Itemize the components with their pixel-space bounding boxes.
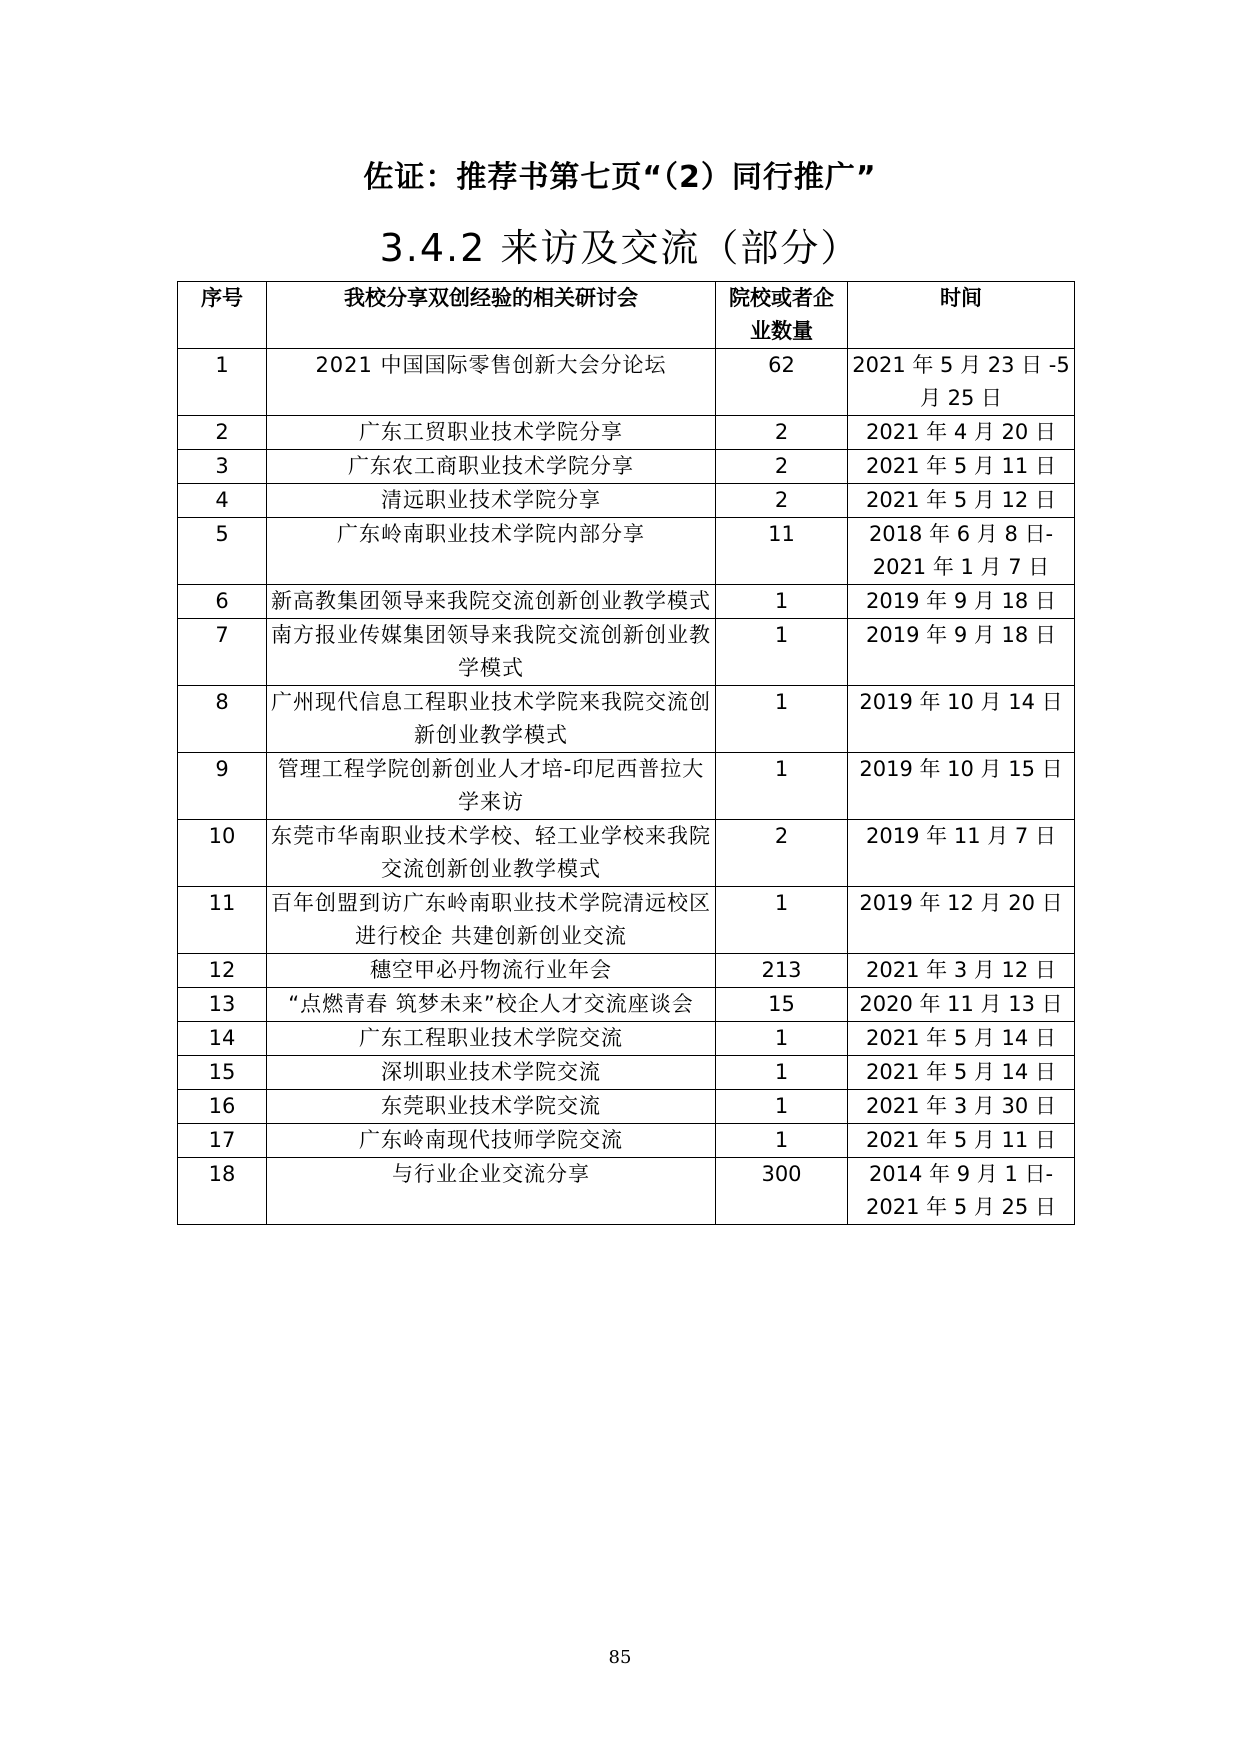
table-row bbox=[178, 1090, 1075, 1124]
row-time: 2019 年 9 月 18 日 bbox=[848, 619, 1075, 686]
row-event: 管理工程学院创新创业人才培-印尼西普拉大学来访 bbox=[267, 753, 716, 820]
row-index: 7 bbox=[178, 619, 267, 686]
row-index: 4 bbox=[178, 484, 267, 518]
row-event: 与行业企业交流分享 bbox=[267, 1158, 716, 1225]
row-index: 16 bbox=[178, 1090, 267, 1124]
row-time: 2019 年 11 月 7 日 bbox=[848, 820, 1075, 887]
row-count: 1 bbox=[716, 753, 848, 820]
page-number: 85 bbox=[608, 1647, 632, 1668]
row-count: 1 bbox=[716, 887, 848, 954]
table-row bbox=[178, 753, 1075, 820]
table-row bbox=[178, 450, 1075, 484]
row-event: 新高教集团领导来我院交流创新创业教学模式 bbox=[267, 585, 716, 619]
row-index: 14 bbox=[178, 1022, 267, 1056]
table-row bbox=[178, 518, 1075, 585]
row-event: 2021 中国国际零售创新大会分论坛 bbox=[267, 349, 716, 416]
row-count: 1 bbox=[716, 686, 848, 753]
row-time: 2021 年 5 月 14 日 bbox=[848, 1022, 1075, 1056]
row-count: 15 bbox=[716, 988, 848, 1022]
row-index: 1 bbox=[178, 349, 267, 416]
row-event: 广东岭南现代技师学院交流 bbox=[267, 1124, 716, 1158]
row-count: 62 bbox=[716, 349, 848, 416]
row-time: 2018 年 6 月 8 日- 2021 年 1 月 7 日 bbox=[848, 518, 1075, 585]
header-time: 时间 bbox=[848, 282, 1075, 349]
row-time: 2021 年 5 月 11 日 bbox=[848, 450, 1075, 484]
row-event: 广东农工商职业技术学院分享 bbox=[267, 450, 716, 484]
table-row bbox=[178, 416, 1075, 450]
row-count: 213 bbox=[716, 954, 848, 988]
row-count: 2 bbox=[716, 484, 848, 518]
row-index: 2 bbox=[178, 416, 267, 450]
row-count: 1 bbox=[716, 585, 848, 619]
table-row bbox=[178, 988, 1075, 1022]
row-count: 300 bbox=[716, 1158, 848, 1225]
row-time: 2021 年 5 月 11 日 bbox=[848, 1124, 1075, 1158]
row-count: 2 bbox=[716, 416, 848, 450]
table-row bbox=[178, 619, 1075, 686]
exchange-record-table bbox=[177, 281, 1075, 1225]
row-time: 2021 年 5 月 23 日 -5 月 25 日 bbox=[848, 349, 1075, 416]
table-row bbox=[178, 887, 1075, 954]
row-count: 11 bbox=[716, 518, 848, 585]
table-row bbox=[178, 1022, 1075, 1056]
row-time: 2021 年 4 月 20 日 bbox=[848, 416, 1075, 450]
row-time: 2021 年 3 月 30 日 bbox=[848, 1090, 1075, 1124]
row-event: 广东岭南职业技术学院内部分享 bbox=[267, 518, 716, 585]
row-event: 南方报业传媒集团领导来我院交流创新创业教学模式 bbox=[267, 619, 716, 686]
row-event: 百年创盟到访广东岭南职业技术学院清远校区进行校企 共建创新创业交流 bbox=[267, 887, 716, 954]
row-count: 1 bbox=[716, 1022, 848, 1056]
row-count: 1 bbox=[716, 619, 848, 686]
row-index: 5 bbox=[178, 518, 267, 585]
row-event: 深圳职业技术学院交流 bbox=[267, 1056, 716, 1090]
row-event: 东莞职业技术学院交流 bbox=[267, 1090, 716, 1124]
table-row bbox=[178, 1158, 1075, 1225]
row-time: 2014 年 9 月 1 日- 2021 年 5 月 25 日 bbox=[848, 1158, 1075, 1225]
header-event: 我校分享双创经验的相关研讨会 bbox=[267, 282, 716, 349]
row-time: 2019 年 10 月 15 日 bbox=[848, 753, 1075, 820]
row-index: 11 bbox=[178, 887, 267, 954]
table-row bbox=[178, 1124, 1075, 1158]
header-index: 序号 bbox=[178, 282, 267, 349]
table-row bbox=[178, 820, 1075, 887]
row-index: 13 bbox=[178, 988, 267, 1022]
row-index: 17 bbox=[178, 1124, 267, 1158]
row-event: 广州现代信息工程职业技术学院来我院交流创新创业教学模式 bbox=[267, 686, 716, 753]
row-event: 穗空甲必丹物流行业年会 bbox=[267, 954, 716, 988]
row-index: 9 bbox=[178, 753, 267, 820]
table-row bbox=[178, 686, 1075, 753]
row-count: 1 bbox=[716, 1090, 848, 1124]
row-time: 2019 年 9 月 18 日 bbox=[848, 585, 1075, 619]
row-time: 2021 年 5 月 12 日 bbox=[848, 484, 1075, 518]
row-time: 2021 年 5 月 14 日 bbox=[848, 1056, 1075, 1090]
header-count: 院校或者企业数量 bbox=[716, 282, 848, 349]
row-event: 广东工贸职业技术学院分享 bbox=[267, 416, 716, 450]
row-index: 3 bbox=[178, 450, 267, 484]
row-event: 清远职业技术学院分享 bbox=[267, 484, 716, 518]
row-time: 2019 年 12 月 20 日 bbox=[848, 887, 1075, 954]
row-event: 东莞市华南职业技术学校、轻工业学校来我院交流创新创业教学模式 bbox=[267, 820, 716, 887]
row-time: 2021 年 3 月 12 日 bbox=[848, 954, 1075, 988]
row-time: 2019 年 10 月 14 日 bbox=[848, 686, 1075, 753]
row-count: 1 bbox=[716, 1056, 848, 1090]
table-row bbox=[178, 585, 1075, 619]
row-count: 1 bbox=[716, 1124, 848, 1158]
table-row bbox=[178, 484, 1075, 518]
table-row bbox=[178, 954, 1075, 988]
row-event: “点燃青春 筑梦未来”校企人才交流座谈会 bbox=[267, 988, 716, 1022]
table-row bbox=[178, 349, 1075, 416]
row-index: 10 bbox=[178, 820, 267, 887]
row-index: 15 bbox=[178, 1056, 267, 1090]
page-heading: 佐证：推荐书第七页“（2）同行推广” bbox=[363, 160, 877, 195]
row-time: 2020 年 11 月 13 日 bbox=[848, 988, 1075, 1022]
row-index: 6 bbox=[178, 585, 267, 619]
row-count: 2 bbox=[716, 820, 848, 887]
row-index: 8 bbox=[178, 686, 267, 753]
section-title: 3.4.2 来访及交流（部分） bbox=[379, 226, 861, 270]
row-index: 12 bbox=[178, 954, 267, 988]
table-header-row bbox=[178, 282, 1075, 349]
row-index: 18 bbox=[178, 1158, 267, 1225]
table-row bbox=[178, 1056, 1075, 1090]
row-count: 2 bbox=[716, 450, 848, 484]
row-event: 广东工程职业技术学院交流 bbox=[267, 1022, 716, 1056]
